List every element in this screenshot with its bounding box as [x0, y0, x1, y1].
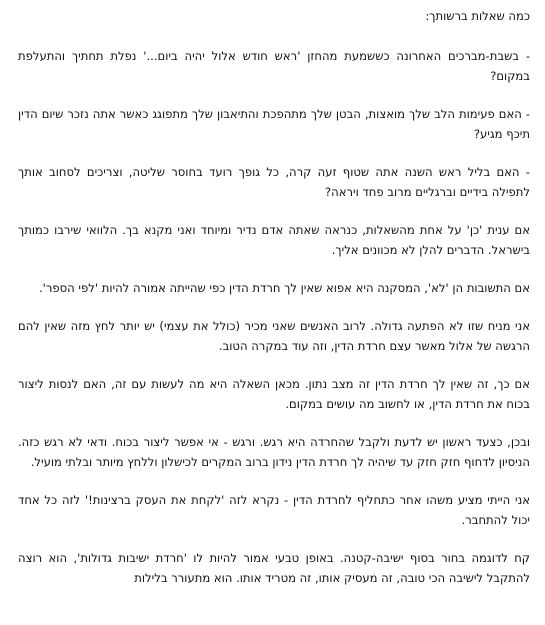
body-paragraph: ובכן, כצעד ראשון יש לדעת ולקבל שהחרדה היא רגש. ורגש - אי אפשר ליצור בכוח. ודאי לא רגש כזה. הניסיון לדחוף חזק חזק עד שיהיה לך חרדת הדין נידון ברוב המקרים לכישלון וללחץ מיותר ובלתי מועיל. — [18, 435, 530, 469]
body-paragraph: אם התשובות הן 'לא', המסקנה היא אפוא שאין לך חרדת הדין כפי שהייתה אמורה להיות 'לפי הספר'. — [38, 281, 530, 295]
document-body — [18, 6, 530, 606]
question-paragraph: - האם בליל ראש השנה אתה שטוף זעה קרה, כל גופך רועד בחוסר שליטה, וצריכים לסחוב אותך לתפילה בידיים וברגליים מרוב פחד ויראה? — [18, 165, 530, 199]
document-heading: כמה שאלות ברשותך: — [425, 9, 530, 23]
question-paragraph: - האם פעימות הלב שלך מואצות, הבטן שלך מתהפכת והתיאבון שלך מתפוגג כאשר אתה נזכר שיום הדין תיכף מגיע? — [18, 107, 530, 141]
body-paragraph: קח לדוגמה בחור בסוף ישיבה-קטנה. באופן טבעי אמור להיות לו 'חרדת ישיבות גדולות', הוא רוצה להתקבל לישיבה הכי טובה, זה מעסיק אותו, זה מטריד אותו. הוא מתעורר בלילות — [18, 551, 530, 585]
body-paragraph: אם כך, זה שאין לך חרדת הדין זה מצב נתון. מכאן השאלה היא מה לעשות עם זה, האם לנסות ליצור בכוח את חרדת הדין, או לחשוב מה עושים במקום. — [18, 377, 530, 411]
question-paragraph: - בשבת-מברכים האחרונה כששמעת מהחזן 'ראש חודש אלול יהיה ביום...' נפלת תחתיך והתעלפת במקום? — [18, 49, 530, 83]
body-paragraph: אם ענית 'כן' על אחת מהשאלות, כנראה שאתה אדם נדיר ומיוחד ואני מקנא בך. הלוואי שירבו כמותך בישראל. הדברים להלן לא מכוונים אליך. — [18, 223, 530, 257]
body-paragraph: אני מניח שזו לא הפתעה גדולה. לרוב האנשים שאני מכיר (כולל את עצמי) יש יותר לחץ מזה שאין להם הרגשה של אלול מאשר עצם חרדת הדין, וזה עוד במקרה הטוב. — [18, 319, 530, 353]
body-paragraph: אני הייתי מציע משהו אחר כתחליף לחרדת הדין - נקרא לזה 'לקחת את העסק ברצינות!' לזה כל אחד יכול להתחבר. — [18, 493, 530, 527]
